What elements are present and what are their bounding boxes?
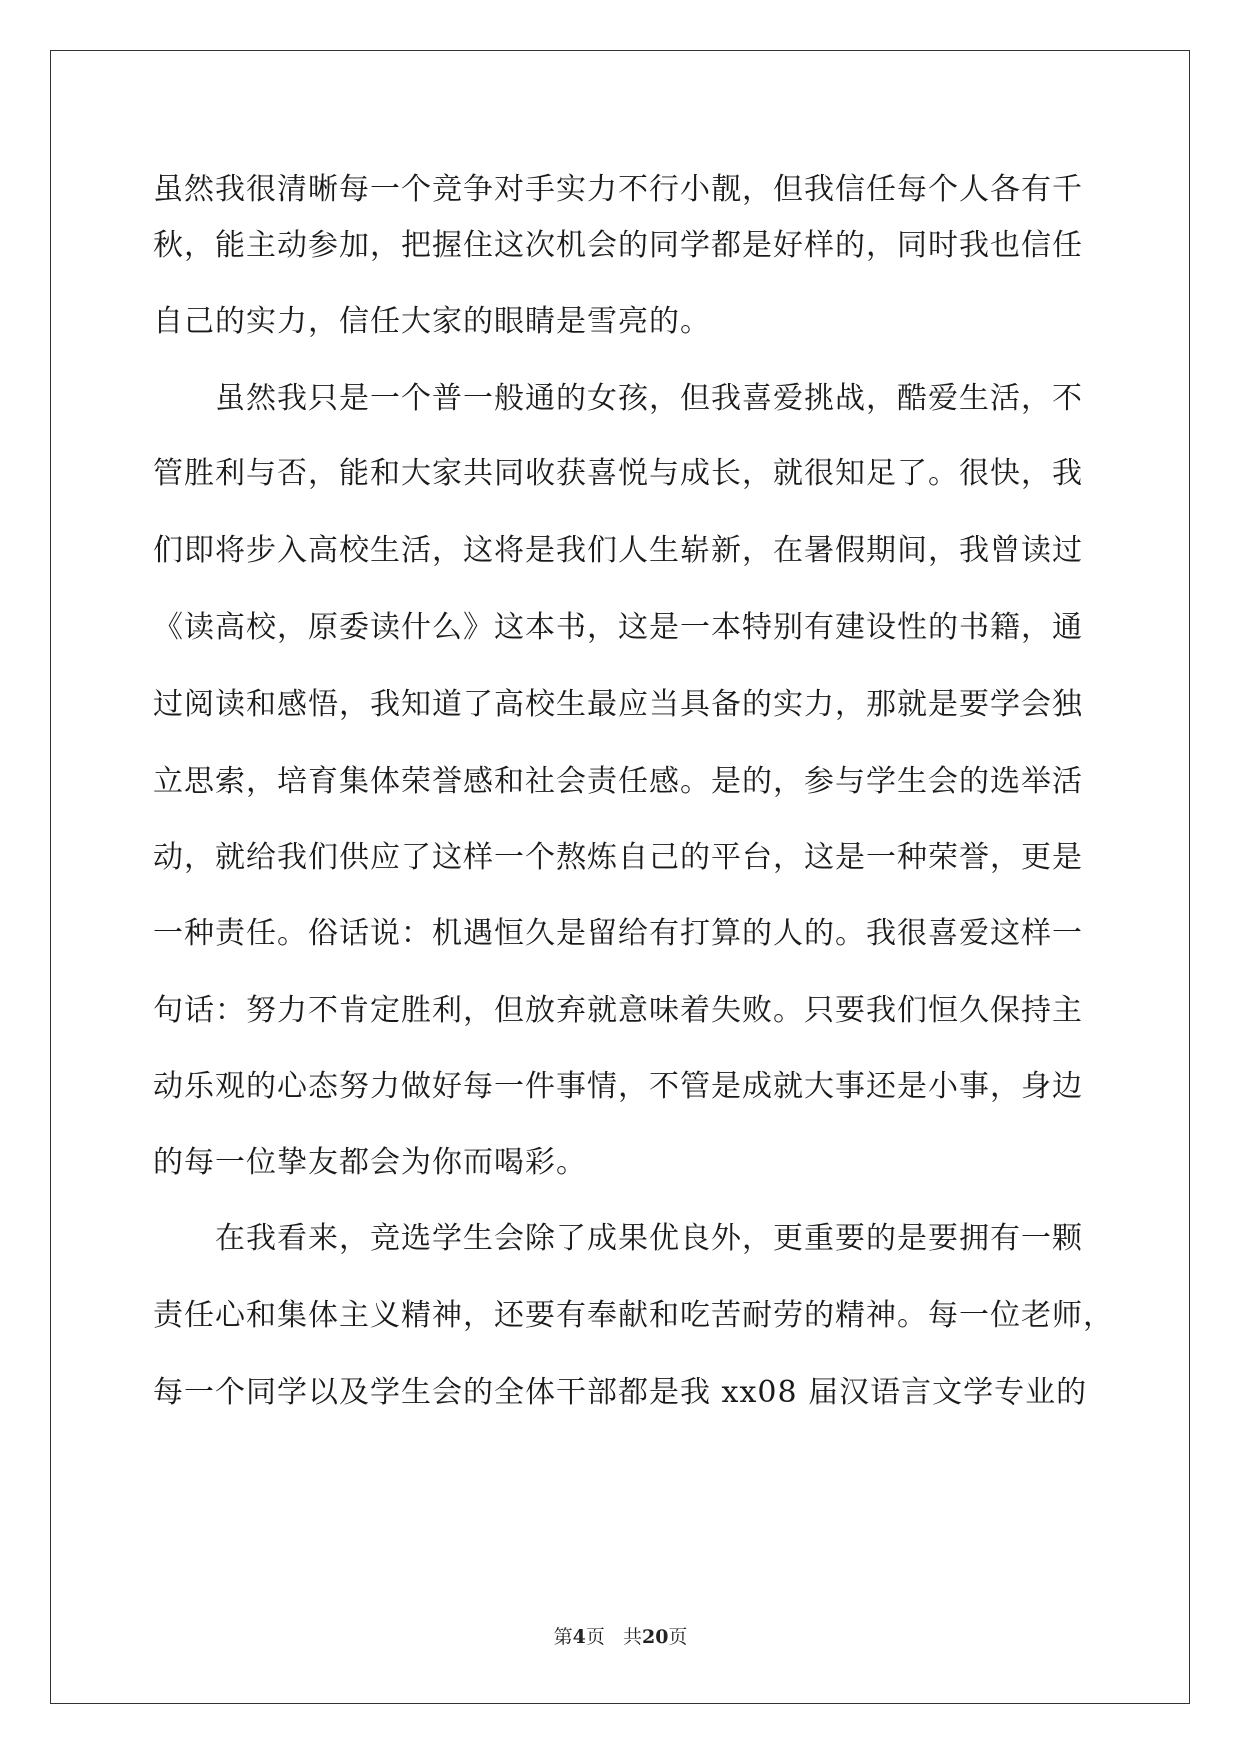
text-line: 句话：努力不肯定胜利，但放弃就意味着失败。只要我们恒久保持主 [153, 993, 1083, 1028]
text-line: 立思索，培育集体荣誉感和社会责任感。是的，参与学生会的选举活 [153, 764, 1083, 799]
text-line: 自己的实力，信任大家的眼睛是雪亮的。 [153, 304, 711, 339]
page-footer [0, 1625, 1241, 1649]
text-line: 动乐观的心态努力做好每一件事情，不管是成就大事还是小事，身边 [153, 1069, 1083, 1104]
page-number: 4 [572, 1626, 586, 1648]
text-line: 一种责任。俗话说：机遇恒久是留给有打算的人的。我很喜爱这样一 [153, 916, 1083, 951]
text-line: 虽然我很清晰每一个竞争对手实力不行小靓，但我信任每个人各有千 [153, 172, 1083, 207]
text-line: 们即将步入高校生活，这将是我们人生崭新，在暑假期间，我曾读过 [153, 533, 1083, 568]
text-line: 动，就给我们供应了这样一个熬炼自己的平台，这是一种荣誉，更是 [153, 840, 1083, 875]
text-line: 每一个同学以及学生会的全体干部都是我 xx08 届汉语言文学专业的 [153, 1375, 1088, 1410]
text-line: 过阅读和感悟，我知道了高校生最应当具备的实力，那就是要学会独 [153, 687, 1083, 722]
footer-total-suffix: 页 [668, 1626, 688, 1648]
text-line: 在我看来，竞选学生会除了成果优良外，更重要的是要拥有一颗 [153, 1221, 1083, 1256]
total-pages: 20 [641, 1626, 669, 1648]
text-line: 虽然我只是一个普一般通的女孩，但我喜爱挑战，酷爱生活，不 [153, 381, 1083, 416]
text-line: 秋，能主动参加，把握住这次机会的同学都是好样的，同时我也信任 [153, 228, 1083, 263]
text-line: 的每一位挚友都会为你而喝彩。 [153, 1145, 587, 1180]
text-line: 《读高校，原委读什么》这本书，这是一本特别有建设性的书籍，通 [153, 610, 1083, 645]
text-line: 责任心和集体主义精神，还要有奉献和吃苦耐劳的精神。每一位老师， [153, 1298, 1114, 1333]
footer-page-suffix: 页 [585, 1626, 605, 1648]
text-line: 管胜利与否，能和大家共同收获喜悦与成长，就很知足了。很快，我 [153, 456, 1083, 491]
footer-total-prefix: 共 [622, 1626, 642, 1648]
footer-prefix: 第 [553, 1626, 573, 1648]
